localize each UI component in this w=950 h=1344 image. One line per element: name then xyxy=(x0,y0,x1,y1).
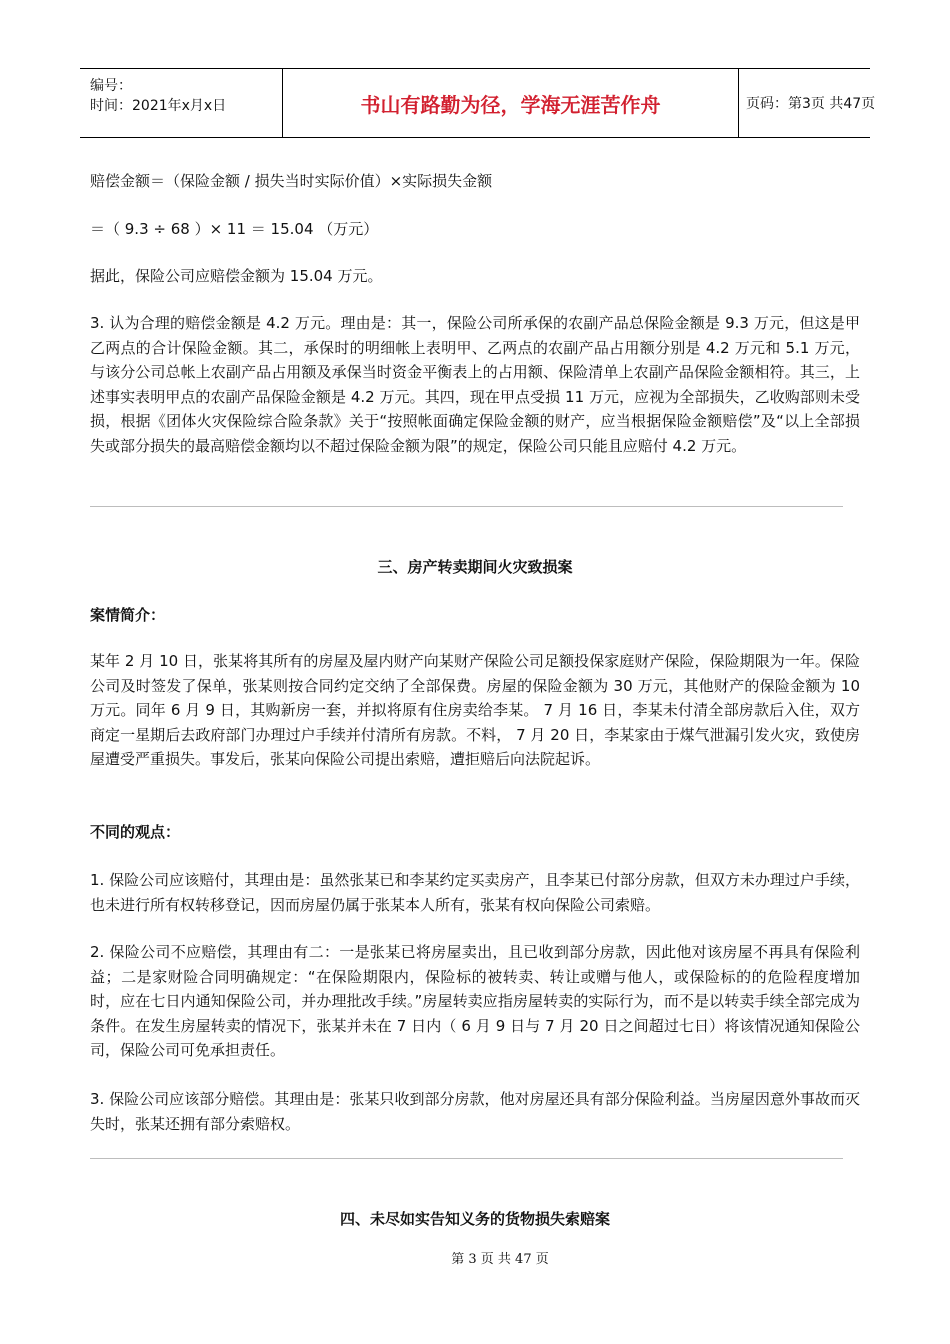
page-footer: 第 3 页 共 47 页 xyxy=(451,1252,549,1267)
formula-line-1: 赔偿金额＝（保险金额 / 损失当时实际价值）×实际损失金额 xyxy=(90,172,493,190)
case-intro-paragraph: 某年 2 月 10 日，张某将其所有的房屋及屋内财产向某财产保险公司足额投保家庭财产保险，保险期限为一年。保险公司及时签发了保单，张某则按合同约定交纳了全部保费。房屋的保险金额为 30 万元，其他财产的保险金额为 10 万元。同年 6 月 9 日，其购新房一套，并拟将原有住房卖给李某。 7 月 16 日，李某未付清全部房款后入住，双方商定一星期后去政府部门办理过户手续并付清所有房款。不料， 7 月 20 日，李某家由于煤气泄漏引发火灾，致使房屋遭受严重损失。事发后，张某向保险公司提出索赔，遭拒赔后向法院起诉。 xyxy=(90,652,860,768)
conclusion-paragraph: 据此，保险公司应赔偿金额为 15.04 万元。 xyxy=(90,267,383,285)
view-3-paragraph: 3. 保险公司应该部分赔偿。其理由是：张某只收到部分房款，他对房屋还具有部分保险利益。当房屋因意外事故而灭失时，张某还拥有部分索赔权。 xyxy=(90,1090,860,1133)
section-divider xyxy=(90,1158,843,1159)
header-page-info: 页码：第3页 共47页 xyxy=(746,96,876,112)
view-1-paragraph: 1. 保险公司应该赔付，其理由是：虽然张某已和李某约定买卖房产，且李某已付部分房款，但双方未办理过户手续，也未进行所有权转移登记，因而房屋仍属于张某本人所有，张某有权向保险公司索赔。 xyxy=(90,871,860,914)
document-time-label: 时间：2021年x月x日 xyxy=(90,98,227,114)
section-3-title: 三、房产转卖期间火灾致损案 xyxy=(377,558,573,576)
section-4-title: 四、未尽如实告知义务的货物损失索赔案 xyxy=(339,1210,610,1228)
views-label: 不同的观点： xyxy=(90,823,181,841)
formula-line-2: ＝（ 9.3 ÷ 68 ）× 11 ＝ 15.04 （万元） xyxy=(90,220,379,238)
view-2-paragraph: 2. 保险公司不应赔偿，其理由有二：一是张某已将房屋卖出，且已收到部分房款，因此他对该房屋不再具有保险利益；二是家财险合同明确规定：“在保险期限内，保险标的被转卖、转让或赠与他人，或保险标的的危险程度增加时，应在七日内通知保险公司，并办理批改手续。”房屋转卖应指房屋转卖的实际行为，而不是以转卖手续全部完成为条件。在发生房屋转卖的情况下，张某并未在 7 日内（ 6 月 9 日与 7 月 20 日之间超过七日）将该情况通知保险公司，保险公司可免承担责任。 xyxy=(90,943,860,1059)
section-divider xyxy=(90,506,843,507)
header-motto: 书山有路勤为径，学海无涯苦作舟 xyxy=(282,69,739,137)
header-meta xyxy=(80,69,280,137)
document-number-label: 编号： xyxy=(90,78,132,94)
case-intro-label: 案情简介： xyxy=(90,606,166,624)
point-3-paragraph: 3. 认为合理的赔偿金额是 4.2 万元。理由是：其一，保险公司所承保的农副产品总保险金额是 9.3 万元，但这是甲乙两点的合计保险金额。其二，承保时的明细帐上表明甲、乙两点的农副产品占用额分别是 4.2 万元和 5.1 万元，与该分公司总帐上农副产品占用额及承保当时资金平衡表上的占用额、保险清单上农副产品保险金额相符。其三，上述事实表明甲点的农副产品保险金额是 4.2 万元。其四，现在甲点受损 11 万元，应视为全部损失，乙收购部则未受损，根据《团体火灾保险综合险条款》关于“按照帐面确定保险金额的财产，应当根据保险金额赔偿”及“以上全部损失或部分损失的最高赔偿金额均以不超过保险金额为限”的规定，保险公司只能且应赔付 4.2 万元。 xyxy=(90,314,860,455)
page-header xyxy=(80,68,876,138)
